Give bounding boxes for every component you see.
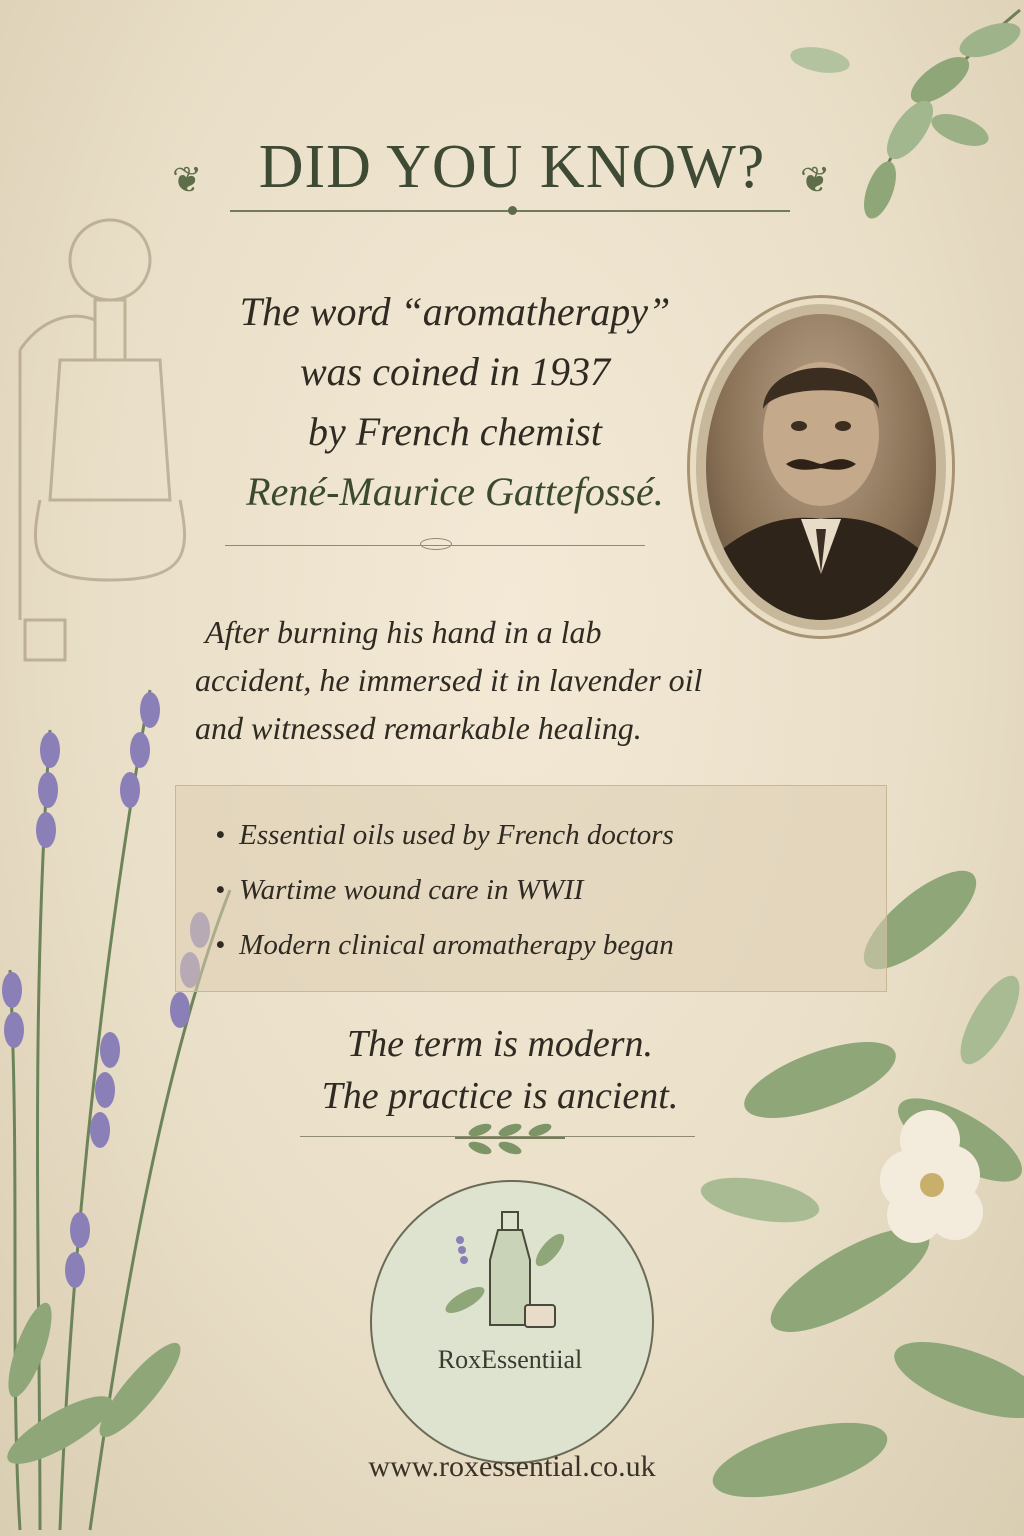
leaf-sprig-divider-icon: [450, 1118, 570, 1168]
brand-name: RoxEssentiial: [437, 1345, 583, 1374]
headline-line-3: by French chemist: [308, 409, 602, 454]
tagline-line-1: The term is modern.: [346, 1023, 654, 1065]
right-sprig-icon: ❦: [800, 160, 831, 201]
page-title: DID YOU KNOW?: [258, 133, 766, 201]
story-line-1: After burning his hand in a lab: [205, 614, 602, 650]
leaf-branch-top-right-icon: [760, 0, 1024, 260]
title-divider-dot: [508, 206, 517, 215]
headline-line-1: The word “aromatherapy”: [239, 289, 671, 334]
list-item: • Wartime wound care in WWII: [215, 863, 865, 918]
headline-line-2: was coined in 1937: [300, 349, 610, 394]
list-item: • Modern clinical aromatherapy began: [215, 918, 865, 973]
headline-divider-ornament: [420, 538, 452, 550]
left-sprig-icon: ❦: [172, 160, 203, 201]
headline: [175, 282, 735, 522]
list-item: • Essential oils used by French doctors: [215, 808, 865, 863]
tagline-line-2: The practice is ancient.: [321, 1075, 679, 1117]
portrait-image: [706, 314, 936, 620]
story-paragraph: [195, 608, 815, 752]
fact-list: [215, 808, 865, 973]
essential-oil-bottle-icon: [440, 1210, 580, 1340]
headline-line-4: René-Maurice Gattefossé.: [246, 469, 664, 514]
tagline: [200, 1018, 800, 1122]
man-portrait-icon: [706, 314, 936, 620]
website-url[interactable]: www.roxessential.co.uk: [368, 1450, 656, 1483]
story-line-3: and witnessed remarkable healing.: [195, 710, 642, 746]
story-line-2: accident, he immersed it in lavender oil: [195, 662, 703, 698]
